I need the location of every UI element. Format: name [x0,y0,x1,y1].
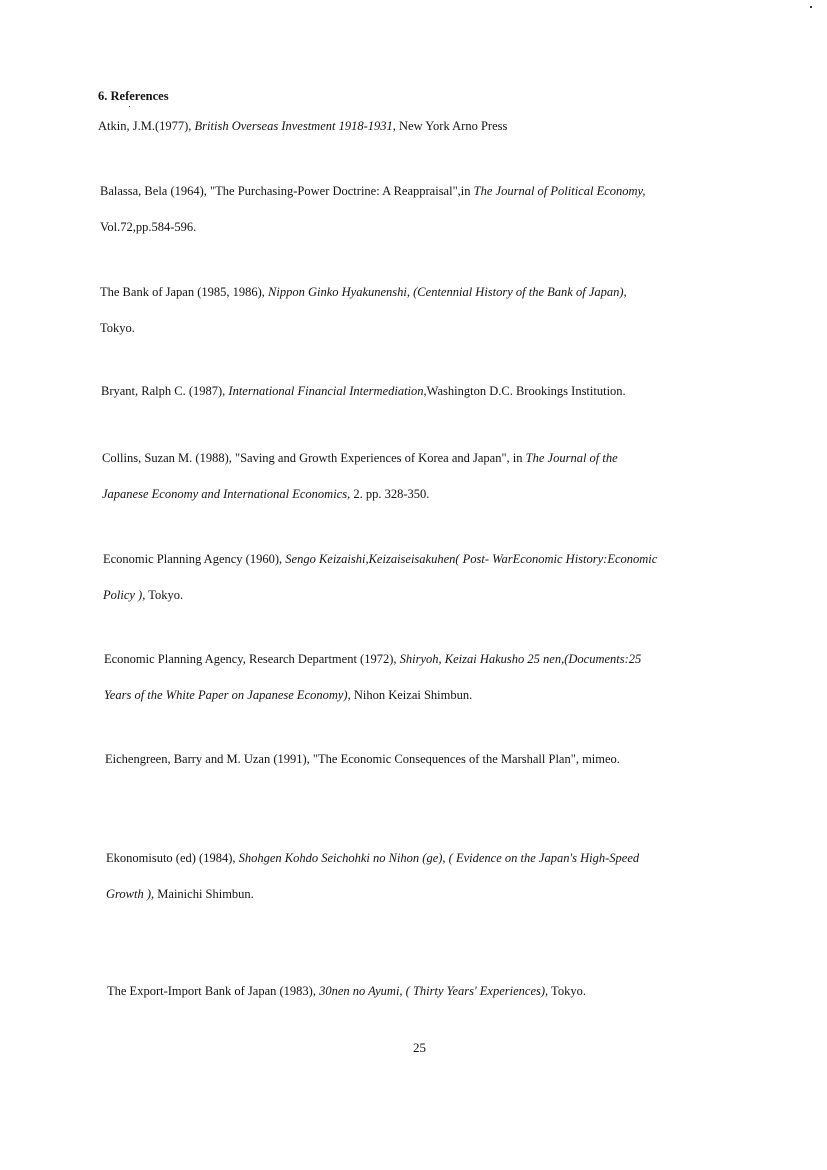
reference-entry [100,183,646,235]
reference-italic-text: International Financial Intermediation, [228,384,427,398]
reference-italic-text: Shiryoh, Keizai Hakusho 25 nen,(Documents:25 [399,652,642,666]
reference-text: Washington D.C. Brookings Institution. [426,384,626,398]
reference-text: The Export-Import Bank of Japan (1983), [107,984,320,998]
reference-line-1 [104,651,641,667]
reference-line-1 [100,284,627,300]
reference-italic-text: The Journal of Political Economy, [473,184,646,198]
reference-line-1 [100,183,646,199]
reference-italic-text: British Overseas Investment 1918-1931, [194,119,396,133]
reference-text: Bryant, Ralph C. (1987), [101,384,229,398]
reference-line-1 [101,383,626,399]
reference-line-1 [106,850,639,866]
reference-text: Economic Planning Agency (1960), [103,552,286,566]
reference-text: Balassa, Bela (1964), "The Purchasing-Power Doctrine: A Reappraisal",in [100,184,474,198]
reference-text: Tokyo. [548,984,586,998]
reference-entry [102,450,618,502]
reference-line-2 [103,587,657,603]
reference-line-2 [106,886,639,902]
page-number: 25 [413,1040,426,1055]
reference-entry [98,118,507,134]
reference-line-1 [105,751,620,767]
reference-text: Tokyo. [145,588,184,602]
reference-text: Eichengreen, Barry and M. Uzan (1991), "The Economic Consequences of the Marshall Plan", mimeo. [105,752,620,766]
reference-italic-text: The Journal of the [525,451,618,465]
reference-italic-text: Shohgen Kohdo Seichohki no Nihon (ge), ( Evidence on the Japan's High-Speed [238,851,640,865]
reference-italic-text: 30nen no Ayumi, ( Thirty Years' Experiences), [319,984,549,998]
reference-entry [107,983,586,999]
reference-line-1 [102,450,618,466]
reference-line-2 [104,687,641,703]
reference-text: The Bank of Japan (1985, 1986), [100,285,269,299]
reference-italic-text: Growth ), [106,887,155,901]
reference-text: Economic Planning Agency, Research Department (1972), [104,652,400,666]
reference-text: Nihon Keizai Shimbun. [350,688,473,702]
reference-line-2 [100,320,627,336]
reference-entry [103,551,657,603]
reference-text: 2. pp. 328-350. [350,487,430,501]
reference-text: Collins, Suzan M. (1988), "Saving and Growth Experiences of Korea and Japan", in [102,451,526,465]
reference-entry [104,651,641,703]
reference-text: New York Arno Press [395,119,508,133]
reference-italic-text: Nippon Ginko Hyakunenshi, (Centennial History of the Bank of Japan), [268,285,627,299]
reference-line-2 [100,219,646,235]
reference-italic-text: Years of the White Paper on Japanese Economy), [104,688,351,702]
reference-text: Tokyo. [100,321,135,335]
reference-entry [105,751,620,767]
section-heading: 6. References [98,89,169,103]
reference-text: Ekonomisuto (ed) (1984), [106,851,239,865]
scan-mark [810,6,812,8]
reference-line-1 [107,983,586,999]
reference-text: Atkin, J.M.(1977), [98,119,195,133]
reference-text: Mainichi Shimbun. [154,887,254,901]
reference-text: Vol.72,pp.584-596. [100,220,197,234]
reference-entry [101,383,626,399]
reference-italic-text: Sengo Keizaishi,Keizaiseisakuhen( Post- WarEconomic History:Economic [285,552,658,566]
reference-line-1 [103,551,657,567]
scan-speck [129,106,130,107]
reference-italic-text: Policy ), [103,588,146,602]
reference-entry [106,850,639,902]
reference-italic-text: Japanese Economy and International Economics, [102,487,351,501]
reference-line-2 [102,486,618,502]
reference-line-1 [98,118,507,134]
reference-entry [100,284,627,336]
